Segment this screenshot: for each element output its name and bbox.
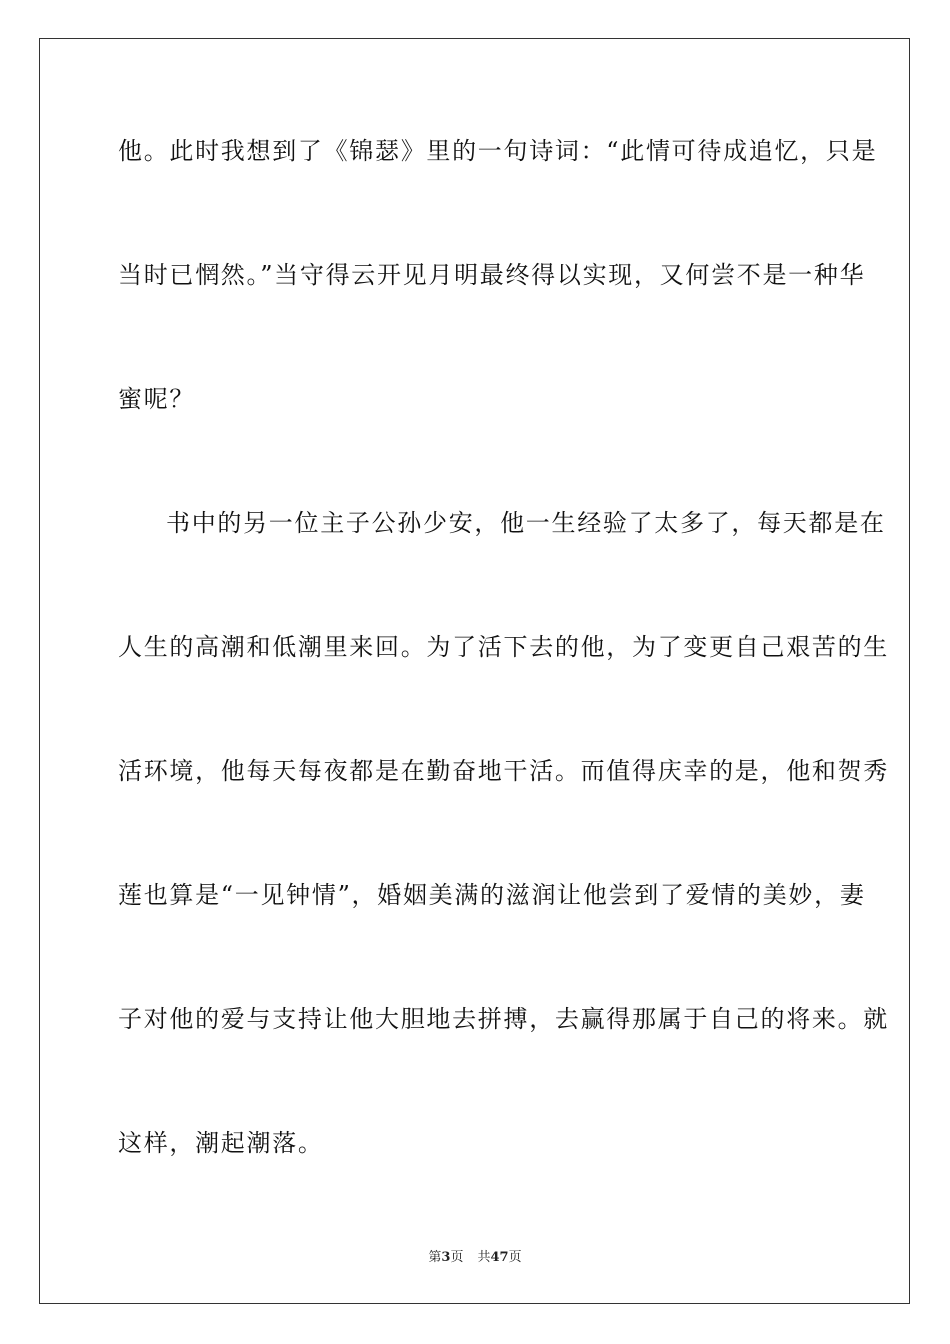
page-number-label: 第3页	[428, 1250, 464, 1265]
paragraph-line: 他。此时我想到了《锦瑟》里的一句诗词：“此情可待成追忆，只是	[118, 137, 878, 165]
paragraph-line: 这样，潮起潮落。	[118, 1129, 324, 1157]
paragraph-line: 子对他的爱与支持让他大胆地去拼搏，去赢得那属于自己的将来。就	[118, 1005, 889, 1033]
paragraph-line: 莲也算是“一见钟情”，婚姻美满的滋润让他尝到了爱情的美妙，妻	[118, 881, 866, 909]
paragraph-line: 蜜呢？	[118, 385, 196, 413]
paragraph-line: 人生的高潮和低潮里来回。为了活下去的他，为了变更自己艰苦的生	[118, 633, 889, 661]
paragraph-line: 活环境，他每天每夜都是在勤奋地干活。而值得庆幸的是，他和贺秀	[118, 757, 889, 785]
paragraph-line: 当时已惘然。”当守得云开见月明最终得以实现，又何尝不是一种华	[118, 261, 866, 289]
document-body	[118, 120, 889, 1236]
page-footer	[0, 1248, 950, 1268]
paragraph-line: 书中的另一位主子公孙少安，他一生经验了太多了，每天都是在	[166, 509, 886, 537]
total-pages-label: 共47页	[477, 1250, 522, 1265]
